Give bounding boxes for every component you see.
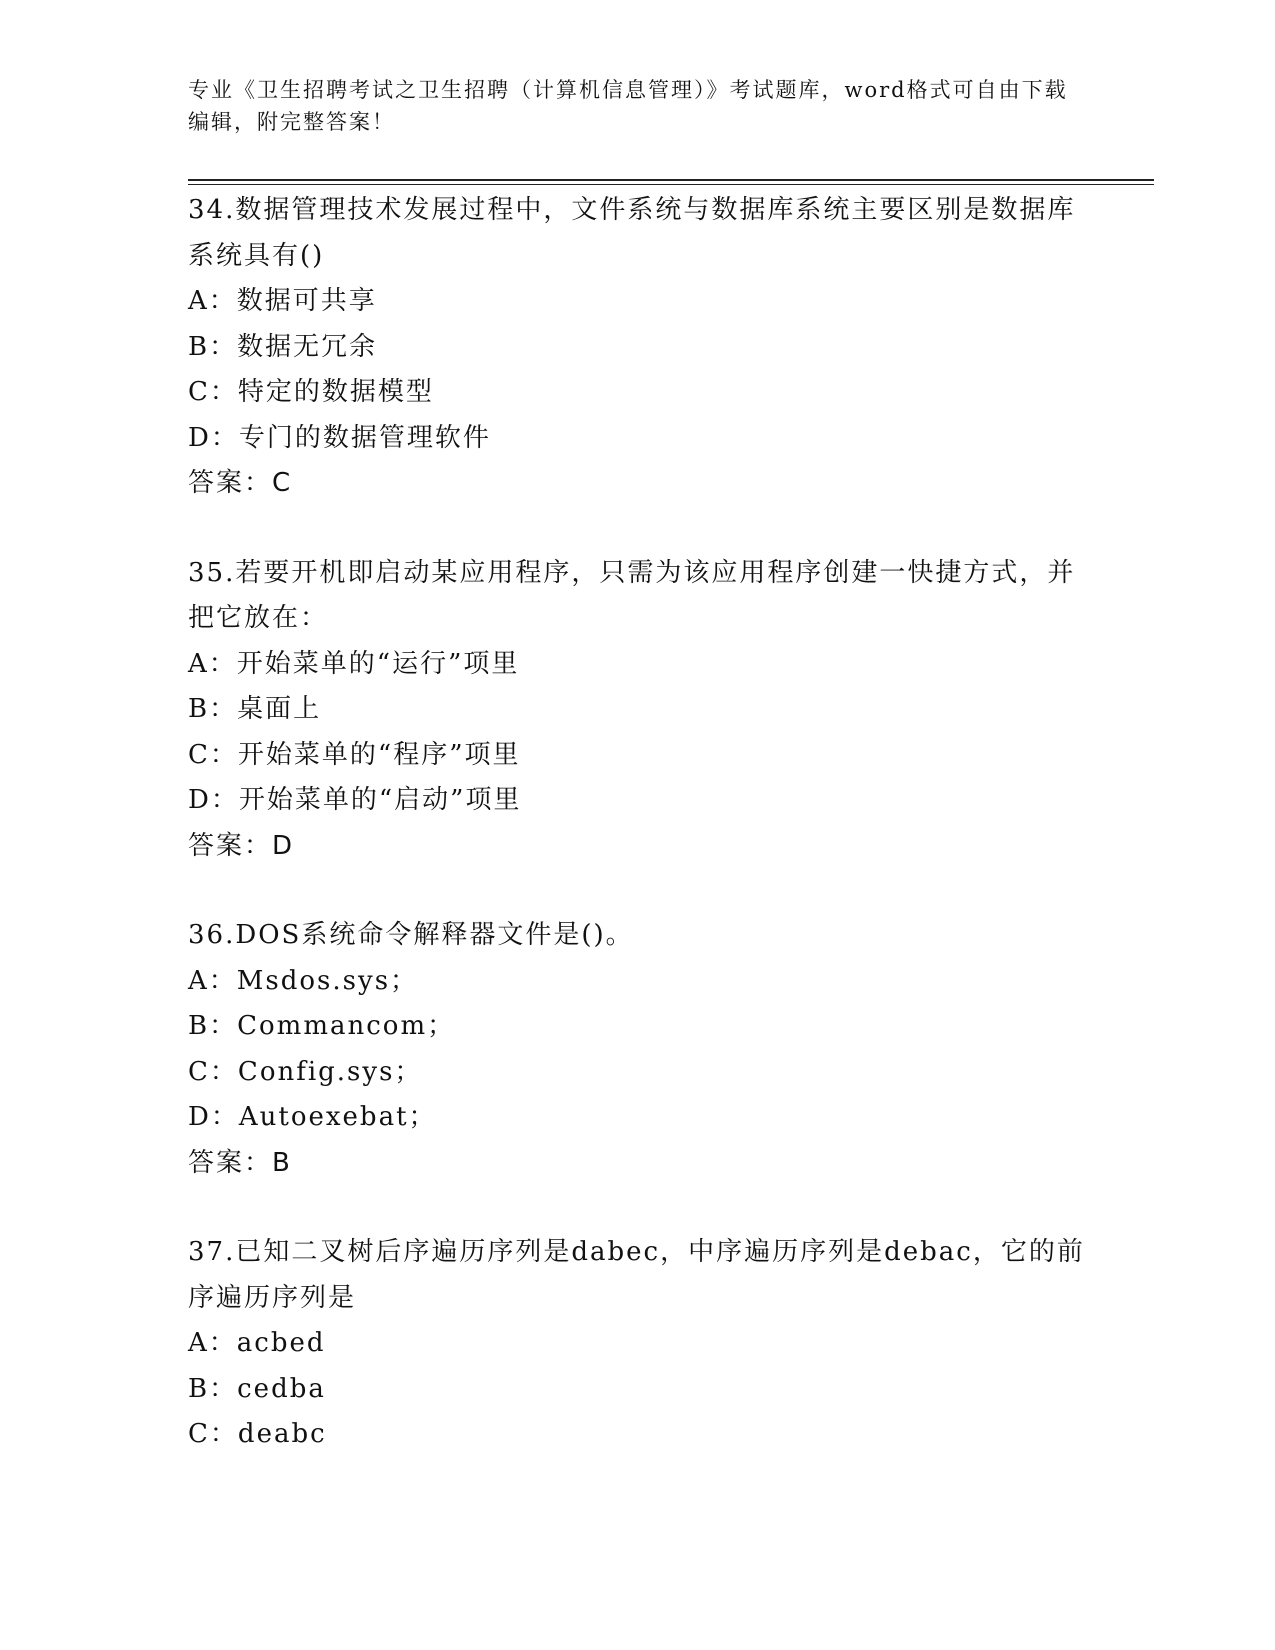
option-text: acbed [236, 1328, 326, 1358]
question-35 [188, 551, 1088, 870]
option-text: 专门的数据管理软件 [238, 422, 491, 453]
option-letter: D [188, 785, 211, 815]
option-b: B：数据无冗余 [188, 331, 378, 362]
option-text: Config.sys； [237, 1056, 423, 1087]
option-letter: D [188, 1102, 211, 1132]
option-text: deabc [237, 1419, 327, 1449]
document-header [188, 74, 1068, 138]
option-c: C：特定的数据模型 [188, 377, 434, 407]
option-b: B：cedba [188, 1373, 326, 1404]
option-text: 开始菜单的“启动”项里 [238, 785, 522, 815]
question-stem: 36.DOS系统命令解释器文件是()。 [188, 920, 634, 950]
option-b: B：桌面上 [188, 694, 322, 724]
option-letter: C [188, 1419, 210, 1449]
option-text: 数据无冗余 [237, 331, 378, 362]
option-letter: A [188, 286, 209, 316]
option-a: A：Msdos.sys； [188, 965, 419, 996]
header-rule-thick [188, 179, 1154, 181]
header-rule-thin [188, 184, 1154, 185]
option-text: 开始菜单的“程序”项里 [237, 739, 521, 770]
option-a: A：acbed [188, 1328, 326, 1358]
option-letter: A [188, 648, 209, 679]
option-text: cedba [237, 1373, 326, 1404]
option-text: Msdos.sys； [236, 965, 419, 996]
question-stem: 35.若要开机即启动某应用程序，只需为该应用程序创建一快捷方式，并把它放在： [188, 557, 1076, 633]
option-letter: B [188, 1373, 210, 1404]
answer-line: 答案：B [188, 1147, 292, 1178]
option-letter: B [188, 694, 210, 724]
option-text: 特定的数据模型 [237, 377, 434, 407]
option-c: C：deabc [188, 1419, 327, 1449]
option-letter: C [188, 377, 210, 407]
option-letter: B [188, 331, 210, 362]
option-letter: A [188, 965, 209, 996]
option-d: D：开始菜单的“启动”项里 [188, 785, 522, 815]
question-stem: 34.数据管理技术发展过程中，文件系统与数据库系统主要区别是数据库系统具有() [188, 195, 1076, 271]
option-d: D：专门的数据管理软件 [188, 422, 491, 453]
option-letter: C [188, 1056, 210, 1087]
option-c: C：开始菜单的“程序”项里 [188, 739, 521, 770]
option-a: A：数据可共享 [188, 286, 377, 316]
option-text: 开始菜单的“运行”项里 [236, 648, 520, 679]
option-text: 数据可共享 [236, 286, 377, 316]
question-stem: 37.已知二叉树后序遍历序列是dabec，中序遍历序列是debac，它的前序遍历序列是 [188, 1237, 1085, 1313]
option-b: B：Commancom； [188, 1011, 456, 1041]
option-text: Autoexebat； [238, 1102, 437, 1132]
option-c: C：Config.sys； [188, 1056, 423, 1087]
option-letter: D [188, 422, 211, 453]
header-text: 专业《卫生招聘考试之卫生招聘（计算机信息管理）》考试题库，word格式可自由下载编辑，附完整答案！ [188, 78, 1068, 134]
question-36 [188, 913, 1088, 1186]
option-text: Commancom； [237, 1011, 456, 1041]
option-d: D：Autoexebat； [188, 1102, 437, 1132]
answer-line: 答案：D [188, 830, 295, 861]
option-text: 桌面上 [237, 694, 322, 724]
option-a: A：开始菜单的“运行”项里 [188, 648, 520, 679]
question-list [188, 188, 1088, 1458]
option-letter: C [188, 739, 210, 770]
answer-line: 答案：C [188, 468, 293, 498]
question-34 [188, 188, 1088, 507]
question-37 [188, 1230, 1088, 1458]
option-letter: B [188, 1011, 210, 1041]
option-letter: A [188, 1328, 209, 1358]
